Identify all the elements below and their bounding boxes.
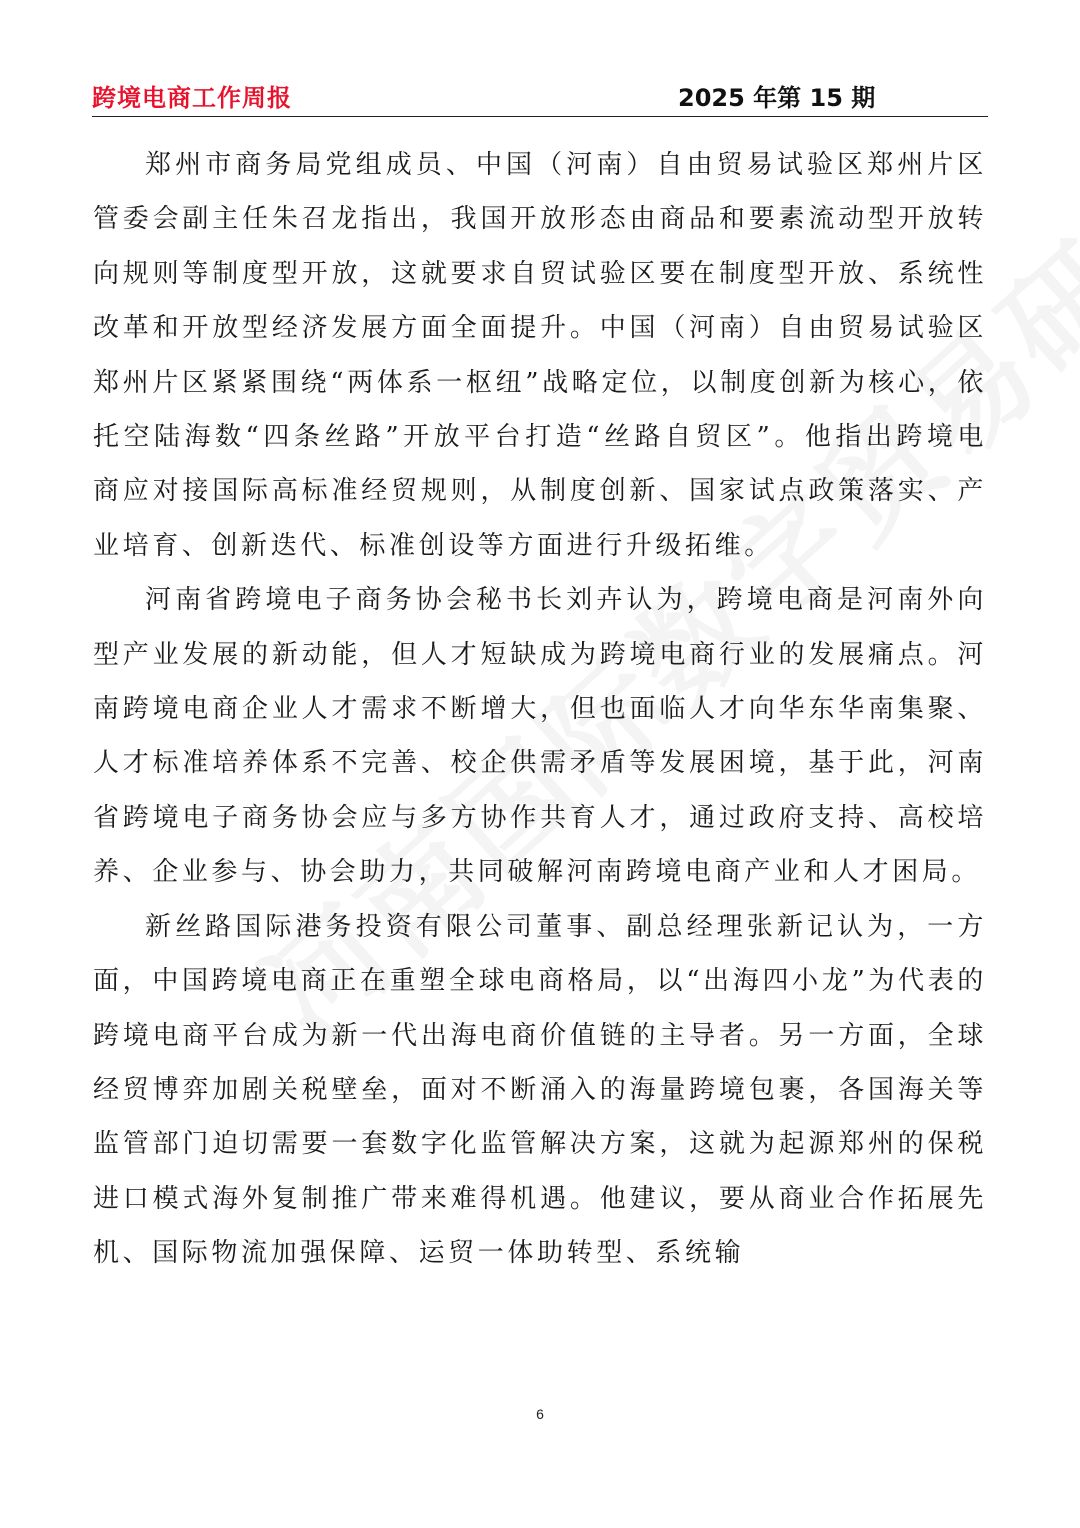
issue-number: 2025 年第 15 期 — [678, 84, 876, 112]
paragraph-zhu-zhaolong: 郑州市商务局党组成员、中国（河南）自由贸易试验区郑州片区管委会副主任朱召龙指出，我国开放形态由商品和要素流动型开放转向规则等制度型开放，这就要求自贸试验区要在制度型开放、系统性改革和开放型经济发展方面全面提升。中国（河南）自由贸易试验区郑州片区紧紧围绕“两体系一枢纽”战略定位，以制度创新为核心，依托空陆海数“四条丝路”开放平台打造“丝路自贸区”。他指出跨境电商应对接国际高标准经贸规则，从制度创新、国家试点政策落实、产业培育、创新迭代、标准创设等方面进行升级拓维。 — [93, 150, 987, 561]
paragraph-liu-hui: 河南省跨境电子商务协会秘书长刘卉认为，跨境电商是河南外向型产业发展的新动能，但人才短缺成为跨境电商行业的发展痛点。河南跨境电商企业人才需求不断增大，但也面临人才向华东华南集聚、人才标准培养体系不完善、校企供需矛盾等发展困境，基于此，河南省跨境电子商务协会应与多方协作共育人才，通过政府支持、高校培养、企业参与、协会助力，共同破解河南跨境电商产业和人才困局。 — [93, 585, 987, 888]
page-header — [92, 74, 988, 116]
paragraph-zhang-xinji: 新丝路国际港务投资有限公司董事、副总经理张新记认为，一方面，中国跨境电商正在重塑全球电商格局，以“出海四小龙”为代表的跨境电商平台成为新一代出海电商价值链的主导者。另一方面，全球经贸博弈加剧关税壁垒，面对不断涌入的海量跨境包裹，各国海关等监管部门迫切需要一套数字化监管解决方案，这就为起源郑州的保税进口模式海外复制推广带来难得机遇。他建议，要从商业合作拓展先机、国际物流加强保障、运贸一体助转型、系统输 — [93, 911, 987, 1269]
article-body — [93, 138, 987, 1281]
report-title: 跨境电商工作周报 — [92, 84, 292, 112]
page-number: 6 — [536, 1406, 544, 1422]
header-divider — [92, 116, 988, 117]
